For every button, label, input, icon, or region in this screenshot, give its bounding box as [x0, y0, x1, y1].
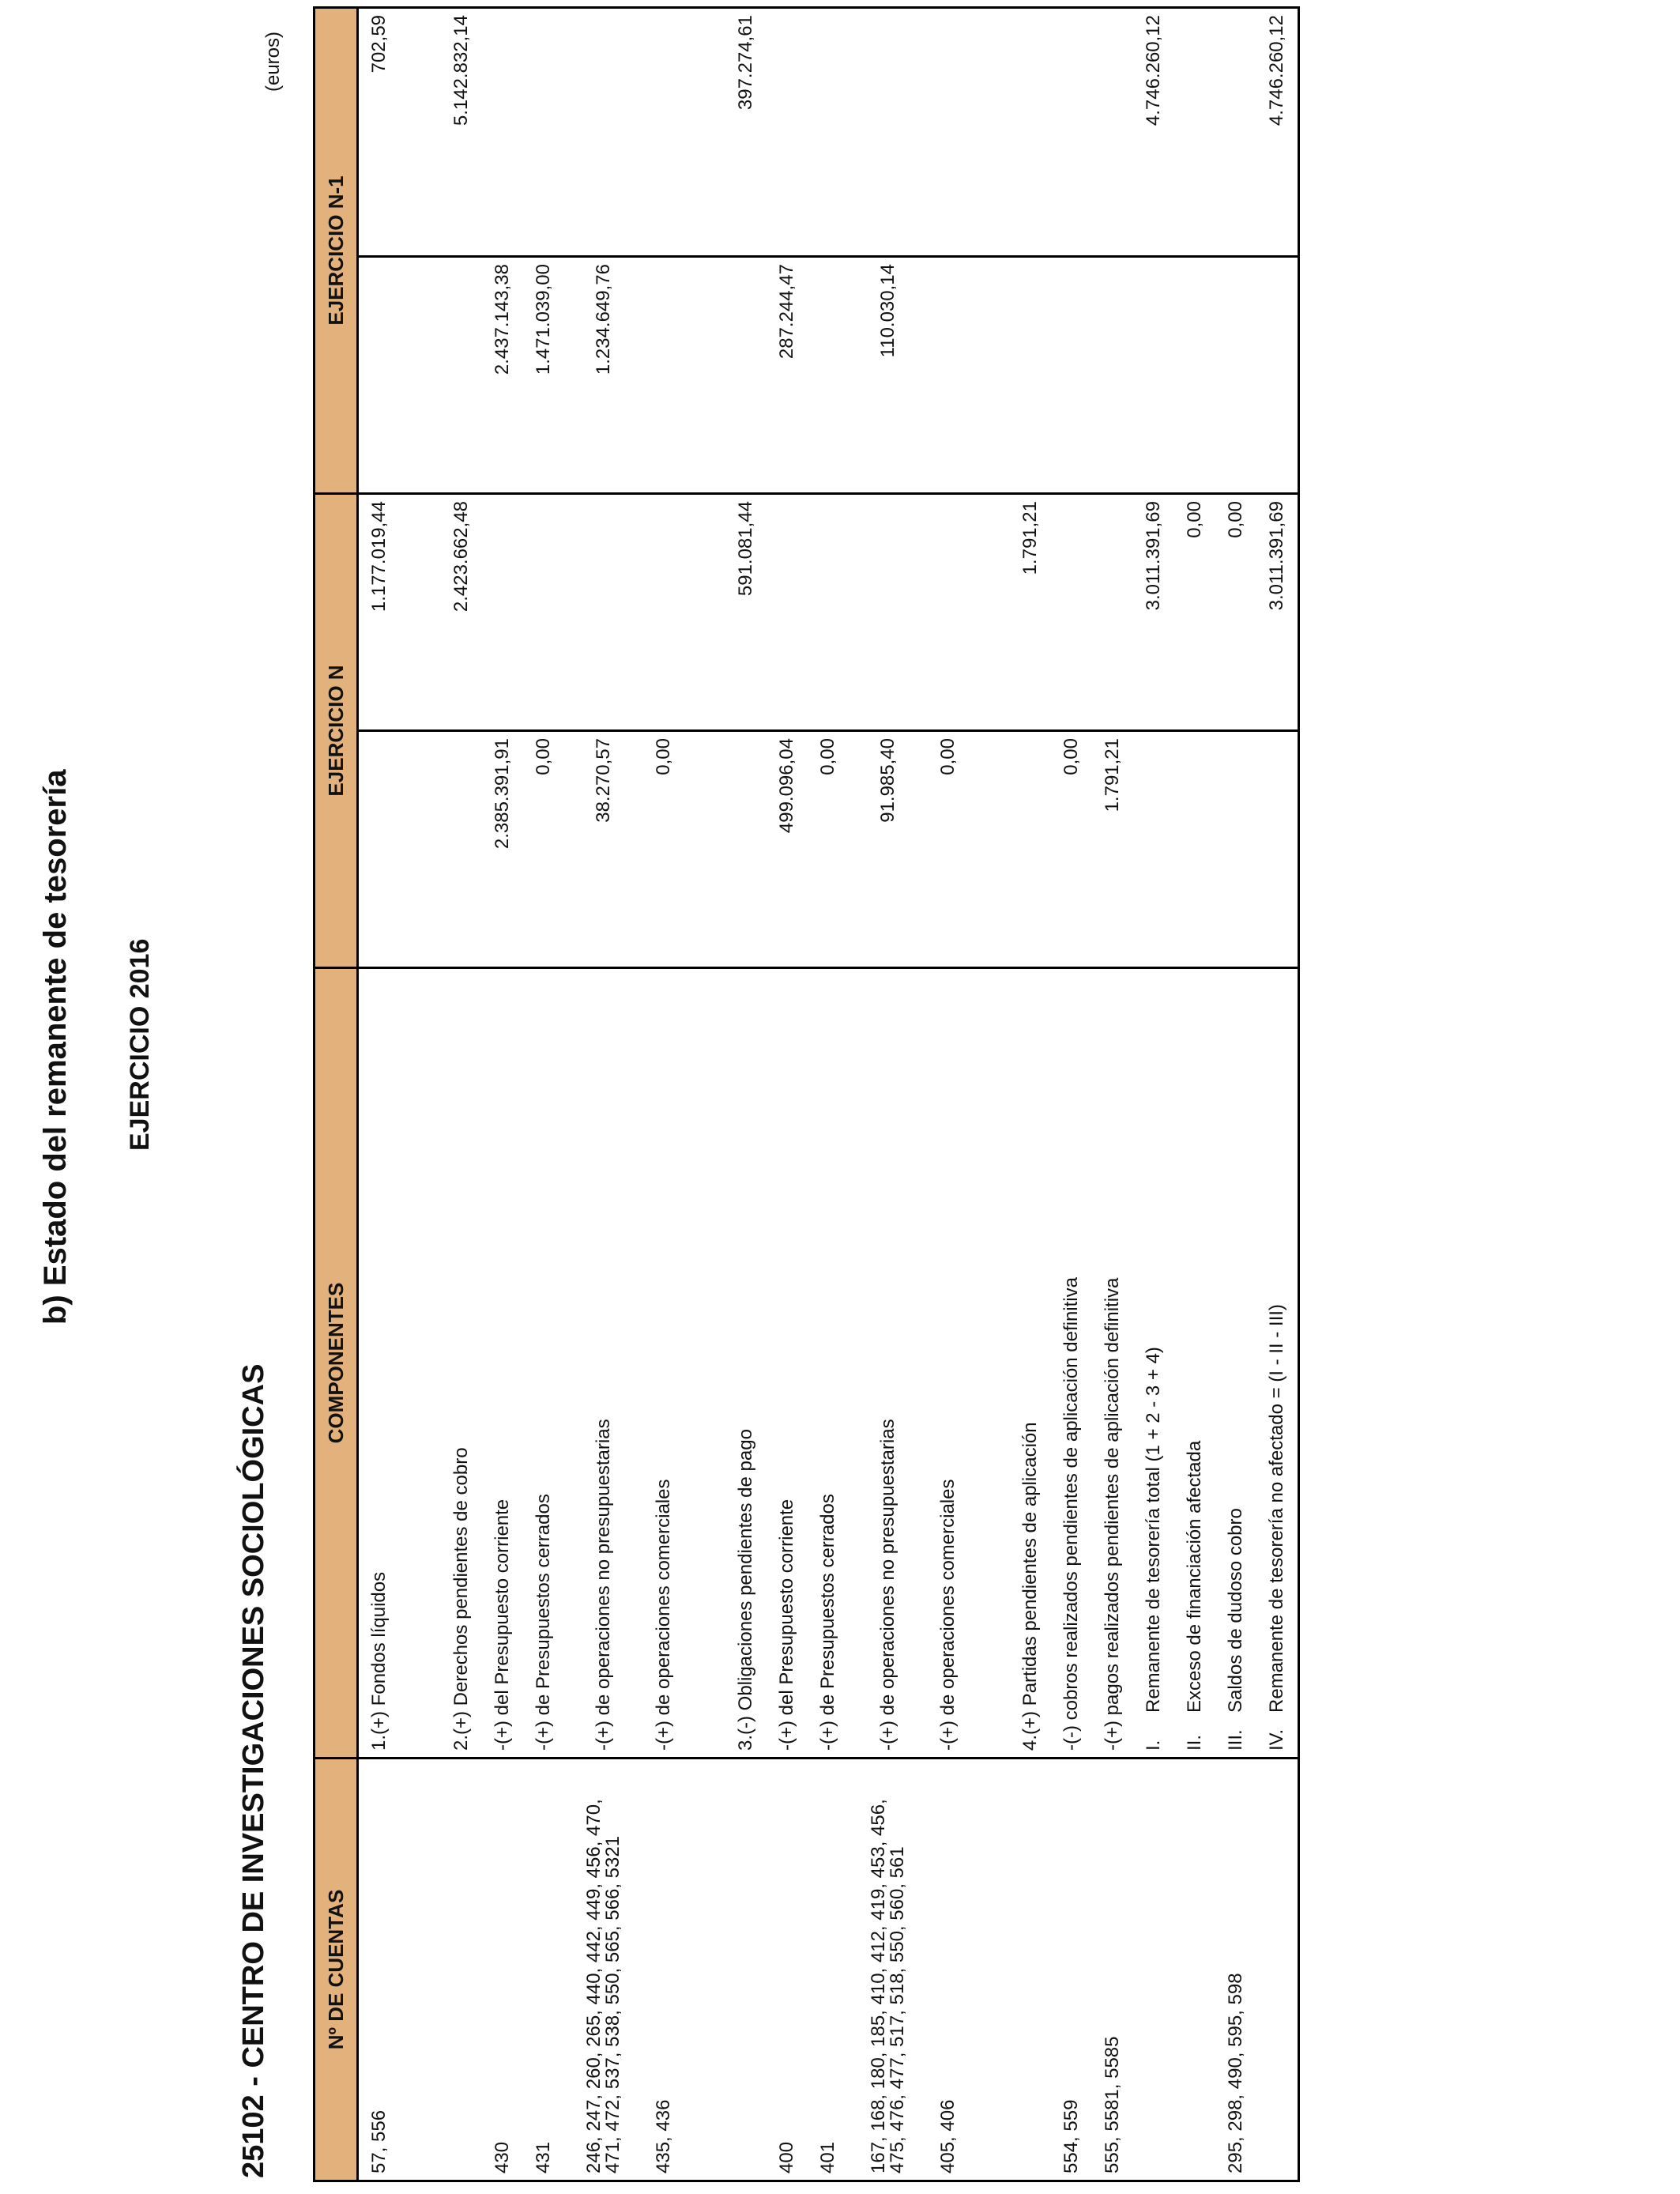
componente-label: Remanente de tesorería total (1 + 2 - 3 + 4): [1143, 1347, 1164, 1713]
table-row: [808, 7, 849, 2181]
table-row: [1133, 7, 1174, 2181]
cell-n-total: [400, 494, 441, 731]
cell-n-detail: 0,00: [523, 731, 564, 968]
cell-n-total: [849, 494, 928, 731]
componente-label: -(+) del Presupuesto corriente: [776, 1498, 797, 1751]
table-row: [767, 7, 808, 2181]
cell-n-detail: 499.096,04: [767, 731, 808, 968]
cell-n1-detail: 1.234.649,76: [564, 257, 643, 494]
cell-componente: [1174, 968, 1215, 1759]
cell-n-total: [767, 494, 808, 731]
cell-n-detail: 91.985,40: [849, 731, 928, 968]
cell-n1-detail: [400, 257, 441, 494]
cell-n-detail: 0,00: [808, 731, 849, 968]
componente-label: Saldos de dudoso cobro: [1225, 1508, 1246, 1713]
cell-n1-detail: 110.030,14: [849, 257, 928, 494]
cell-n-detail: 1.791,21: [1092, 731, 1133, 968]
cell-n-total: [1051, 494, 1092, 731]
cell-n1-total: [1010, 7, 1051, 256]
cell-cuentas: [1133, 1759, 1174, 2181]
table-body: [358, 7, 1299, 2181]
cell-n-detail: [725, 731, 767, 968]
cell-n1-detail: [643, 257, 684, 494]
cell-n1-total: [564, 7, 643, 256]
componente-label: -(+) de operaciones no presupuestarias: [877, 1419, 898, 1751]
cell-n-detail: [441, 731, 482, 968]
cell-n1-total: 397.274,61: [725, 7, 767, 256]
componente-label: -(+) pagos realizados pendientes de aplicación definitiva: [1102, 1277, 1123, 1751]
cell-n1-total: 702,59: [358, 7, 401, 256]
cell-cuentas: 555, 5581, 5585: [1092, 1759, 1133, 2181]
cell-n1-total: 4.746.260,12: [1256, 7, 1299, 256]
table-row: [684, 7, 725, 2181]
table-row: [1010, 7, 1051, 2181]
cell-componente: [969, 968, 1010, 1759]
cell-cuentas: 295, 298, 490, 595, 598: [1215, 1759, 1256, 2181]
cell-n-total: [808, 494, 849, 731]
cell-cuentas: [400, 1759, 441, 2181]
cell-componente: [1010, 968, 1051, 1759]
cell-n-total: 0,00: [1215, 494, 1256, 731]
cell-n-total: 3.011.391,69: [1133, 494, 1174, 731]
cell-cuentas: [969, 1759, 1010, 2181]
table-row: [482, 7, 523, 2181]
cell-n-detail: [1174, 731, 1215, 968]
cell-n1-detail: [1133, 257, 1174, 494]
cell-componente: [684, 968, 725, 1759]
cell-componente: [1051, 968, 1092, 1759]
col-header-ejercicio-n1: EJERCICIO N-1: [315, 7, 358, 493]
roman-numeral: IV.: [1266, 1728, 1287, 1751]
cell-cuentas: [441, 1759, 482, 2181]
cell-n1-total: [1051, 7, 1092, 256]
cell-n-detail: [969, 731, 1010, 968]
cell-n-total: [684, 494, 725, 731]
treasury-table: [313, 6, 1300, 2182]
table-row: [1215, 7, 1256, 2181]
cell-n1-total: [684, 7, 725, 256]
cell-n1-total: [849, 7, 928, 256]
table-row: [928, 7, 969, 2181]
table-header-row: [315, 7, 358, 2181]
cell-n1-detail: 287.244,47: [767, 257, 808, 494]
roman-numeral: III.: [1225, 1729, 1246, 1751]
cell-componente: [1256, 968, 1299, 1759]
col-header-componentes: COMPONENTES: [315, 968, 358, 1759]
cell-n1-total: [808, 7, 849, 256]
cell-n1-detail: [1010, 257, 1051, 494]
cell-n-detail: 0,00: [1051, 731, 1092, 968]
componente-label: -(+) de operaciones no presupuestarias: [593, 1419, 614, 1751]
componente-label: -(+) del Presupuesto corriente: [492, 1498, 513, 1751]
cell-n1-total: [643, 7, 684, 256]
componente-label: -(-) cobros realizados pendientes de aplicación definitiva: [1060, 1277, 1082, 1751]
cell-cuentas: 400: [767, 1759, 808, 2181]
table-row: [564, 7, 643, 2181]
table-row: [358, 7, 401, 2181]
cell-componente: [928, 968, 969, 1759]
cell-n1-total: [1215, 7, 1256, 256]
cell-n1-total: [928, 7, 969, 256]
cell-n-total: [523, 494, 564, 731]
cell-componente: [441, 968, 482, 1759]
componente-label: -(+) de Presupuestos cerrados: [533, 1494, 554, 1751]
cell-n1-total: [1092, 7, 1133, 256]
cell-componente: [1133, 968, 1174, 1759]
cell-n1-total: [969, 7, 1010, 256]
cell-n1-detail: [684, 257, 725, 494]
roman-numeral: I.: [1143, 1740, 1164, 1751]
cell-n1-detail: 1.471.039,00: [523, 257, 564, 494]
cell-n1-total: [523, 7, 564, 256]
cell-n1-detail: [808, 257, 849, 494]
cell-n1-total: [767, 7, 808, 256]
componente-label: 1.(+) Fondos líquidos: [368, 1571, 390, 1751]
cell-componente: [808, 968, 849, 1759]
cell-componente: [849, 968, 928, 1759]
cell-n1-total: [1174, 7, 1215, 256]
cell-componente: [643, 968, 684, 1759]
table-row: [1092, 7, 1133, 2181]
table-row: [1256, 7, 1299, 2181]
componente-label: Remanente de tesorería no afectado = (I - II - III): [1266, 1304, 1287, 1713]
cell-cuentas: 431: [523, 1759, 564, 2181]
cell-n-detail: [1133, 731, 1174, 968]
cell-componente: [1215, 968, 1256, 1759]
table-row: [400, 7, 441, 2181]
cell-cuentas: 435, 436: [643, 1759, 684, 2181]
cell-n-total: [969, 494, 1010, 731]
cell-cuentas: 246, 247, 260, 265, 440, 442, 449, 456, 470, 471, 472, 537, 538, 550, 565, 566, 5321: [564, 1759, 643, 2181]
cell-componente: [482, 968, 523, 1759]
cell-cuentas: 554, 559: [1051, 1759, 1092, 2181]
cell-cuentas: 430: [482, 1759, 523, 2181]
cell-componente: [725, 968, 767, 1759]
cell-n-total: [643, 494, 684, 731]
table-row: [643, 7, 684, 2181]
cell-n1-detail: [1256, 257, 1299, 494]
cell-n1-detail: [1092, 257, 1133, 494]
componente-label: 2.(+) Derechos pendientes de cobro: [450, 1447, 472, 1751]
cell-n1-total: [482, 7, 523, 256]
cell-cuentas: [684, 1759, 725, 2181]
cell-n-detail: [400, 731, 441, 968]
cell-n-detail: [684, 731, 725, 968]
page-title: b) Estado del remanente de tesorería: [38, 769, 73, 1325]
cell-n1-detail: [1215, 257, 1256, 494]
componente-label: 3.(-) Obligaciones pendientes de pago: [735, 1429, 756, 1751]
componente-label: -(+) de operaciones comerciales: [937, 1479, 959, 1751]
table-row: [725, 7, 767, 2181]
cell-componente: [564, 968, 643, 1759]
cell-componente: [523, 968, 564, 1759]
cell-n-total: [1092, 494, 1133, 731]
cell-n1-detail: [928, 257, 969, 494]
cell-n-total: [482, 494, 523, 731]
table-row: [523, 7, 564, 2181]
cell-n-total: 0,00: [1174, 494, 1215, 731]
fiscal-year: EJERCICIO 2016: [125, 938, 155, 1151]
cell-n-total: 591.081,44: [725, 494, 767, 731]
cell-n1-total: 4.746.260,12: [1133, 7, 1174, 256]
cell-n1-detail: [725, 257, 767, 494]
cell-n1-detail: [1174, 257, 1215, 494]
cell-n-detail: 0,00: [643, 731, 684, 968]
col-header-cuentas: Nº DE CUENTAS: [315, 1759, 358, 2181]
componente-label: Exceso de financiación afectada: [1184, 1440, 1205, 1713]
cell-n-detail: 0,00: [928, 731, 969, 968]
cell-cuentas: 57, 556: [358, 1759, 401, 2181]
cell-cuentas: [1174, 1759, 1215, 2181]
cell-n-total: [928, 494, 969, 731]
cell-n1-total: 5.142.832,14: [441, 7, 482, 256]
cell-n-total: 1.177.019,44: [358, 494, 401, 731]
table-row: [441, 7, 482, 2181]
cell-n1-detail: [358, 257, 401, 494]
componente-label: 4.(+) Partidas pendientes de aplicación: [1019, 1422, 1041, 1751]
cell-n1-detail: [969, 257, 1010, 494]
cell-cuentas: 405, 406: [928, 1759, 969, 2181]
cell-cuentas: 167, 168, 180, 185, 410, 412, 419, 453, 456, 475, 476, 477, 517, 518, 550, 560, 561: [849, 1759, 928, 2181]
cell-n-detail: [1010, 731, 1051, 968]
cell-n-total: [564, 494, 643, 731]
cell-n1-detail: 2.437.143,38: [482, 257, 523, 494]
cell-n-total: 3.011.391,69: [1256, 494, 1299, 731]
cell-n-detail: [1256, 731, 1299, 968]
cell-n-total: 2.423.662,48: [441, 494, 482, 731]
cell-n1-detail: [441, 257, 482, 494]
entity-name: 25102 - CENTRO DE INVESTIGACIONES SOCIOLÓGICAS: [237, 1363, 270, 2178]
table-row: [969, 7, 1010, 2181]
cell-n-detail: 38.270,57: [564, 731, 643, 968]
table-row: [1174, 7, 1215, 2181]
componente-label: -(+) de Presupuestos cerrados: [817, 1494, 838, 1751]
cell-n1-total: [400, 7, 441, 256]
cell-componente: [400, 968, 441, 1759]
cell-n-detail: [1215, 731, 1256, 968]
table-row: [1051, 7, 1092, 2181]
col-header-ejercicio-n: EJERCICIO N: [315, 494, 358, 968]
cell-componente: [1092, 968, 1133, 1759]
cell-n1-detail: [1051, 257, 1092, 494]
cell-componente: [767, 968, 808, 1759]
cell-cuentas: [725, 1759, 767, 2181]
units-label: (euros): [262, 31, 284, 92]
cell-n-detail: [358, 731, 401, 968]
cell-cuentas: [1010, 1759, 1051, 2181]
cell-n-total: 1.791,21: [1010, 494, 1051, 731]
table-row: [849, 7, 928, 2181]
componente-label: -(+) de operaciones comerciales: [653, 1479, 674, 1751]
cell-n-detail: 2.385.391,91: [482, 731, 523, 968]
roman-numeral: II.: [1184, 1734, 1205, 1751]
cell-componente: [358, 968, 401, 1759]
cell-cuentas: [1256, 1759, 1299, 2181]
cell-cuentas: 401: [808, 1759, 849, 2181]
